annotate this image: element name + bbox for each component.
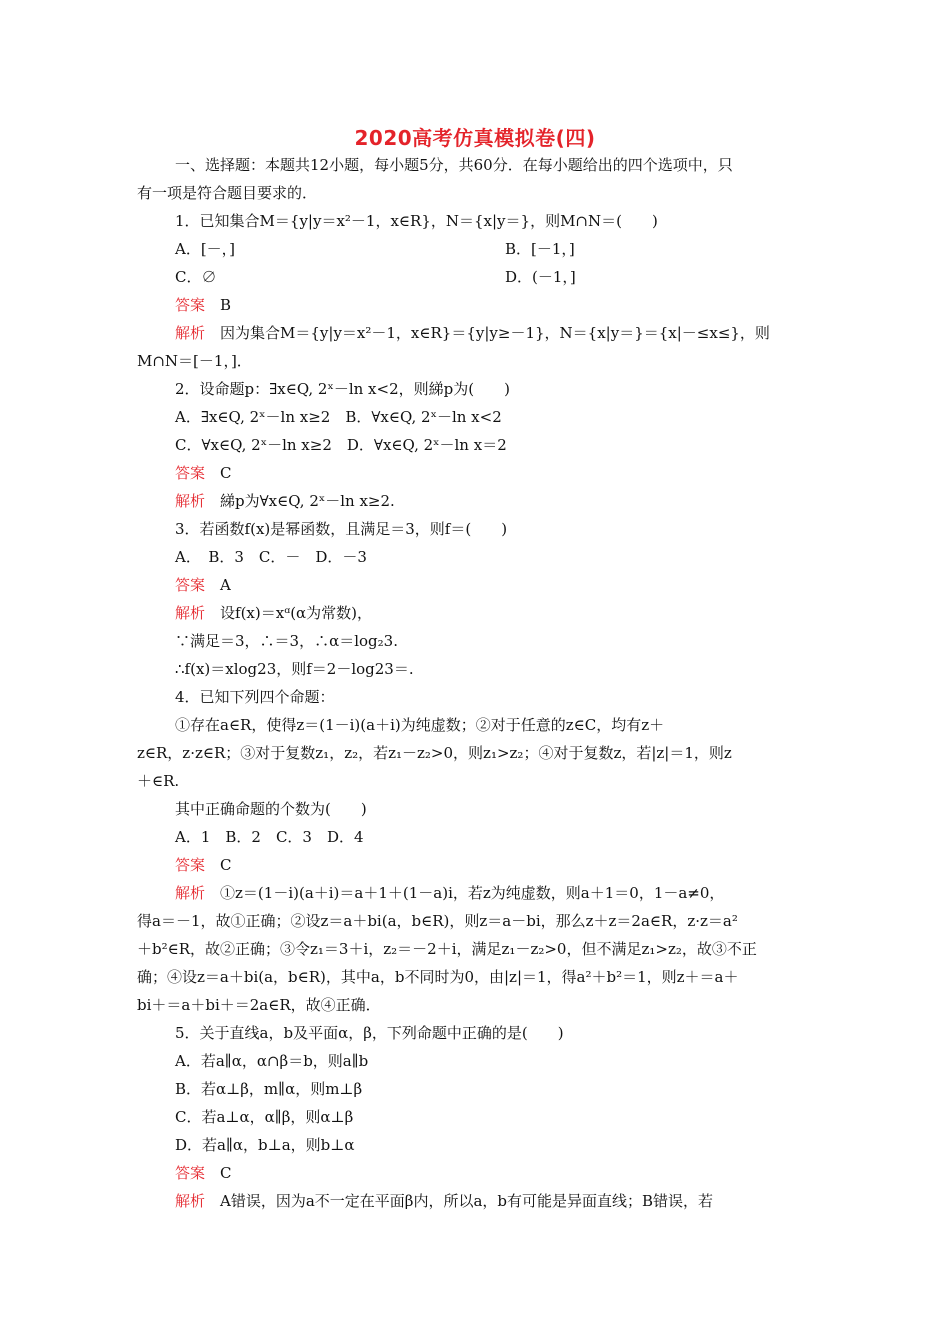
- answer-label: 答案: [175, 1164, 206, 1182]
- line-text: A．∃x∈Q, 2ˣ－ln x≥2 B．∀x∈Q, 2ˣ－ln x<2: [175, 408, 502, 426]
- text-line-q4-ans: [175, 855, 232, 875]
- line-text: 4．已知下列四个命题：: [175, 688, 335, 706]
- text-line-q1-sol-2: [137, 351, 252, 371]
- text-line-q3-ans: [175, 575, 231, 595]
- text-line-q4: [175, 687, 335, 707]
- line-text: C．若a⊥α，α∥β，则α⊥β: [175, 1108, 354, 1126]
- line-text: A． B．3 C．－ D．－3: [175, 548, 367, 566]
- line-text: C: [205, 856, 232, 874]
- answer-label: 解析: [175, 492, 206, 510]
- text-line-q3-sol-3: [175, 659, 414, 679]
- text-line-q1-ans: [175, 295, 231, 315]
- text-line-q5-a: [175, 1051, 368, 1071]
- line-text: ＋b²∈R，故②正确；③令z₁＝3＋i，z₂＝－2＋i，满足z₁－z₂>0，但不满足z₁>z₂，故③不正: [137, 940, 757, 958]
- text-line-q2-ab: [175, 407, 502, 427]
- text-line-q1-ab: [175, 239, 235, 259]
- line-text: A．[－，]: [175, 240, 236, 258]
- text-line-q3-sol-1: [175, 603, 372, 623]
- line-text: A错误，因为a不一定在平面β内，所以a，b有可能是异面直线；B错误，若: [205, 1192, 714, 1210]
- line-text: A．若a∥α，α∩β＝b，则a∥b: [175, 1052, 369, 1070]
- text-line-q5-d: [175, 1135, 355, 1155]
- line-text: 设f(x)＝xᵅ(α为常数)，: [205, 604, 373, 622]
- line-text: 得a＝－1，故①正确；②设z＝a＋bi(a，b∈R)，则z＝a－bi，那么z＋z＝2a∈R，z·z＝a²: [137, 912, 738, 930]
- text-line-q4-body-2: [137, 743, 732, 763]
- text-line-q2-ans: [175, 463, 232, 483]
- text-line-intro-2: [137, 183, 317, 203]
- answer-label: 答案: [175, 464, 206, 482]
- text-line-intro-1: [175, 155, 733, 175]
- option-right-q1-ab: B．[－1，]: [505, 240, 575, 258]
- line-text: B: [205, 296, 232, 314]
- text-line-q3: [175, 519, 507, 539]
- line-text: 一、选择题：本题共12小题，每小题5分，共60分．在每小题给出的四个选项中，只: [175, 156, 733, 174]
- line-text: ∵满足＝3，∴＝3，∴α＝log₂3.: [175, 632, 398, 650]
- line-text: 綈p为∀x∈Q, 2ˣ－ln x≥2.: [205, 492, 395, 510]
- line-text: ＋∈R.: [137, 772, 180, 790]
- line-text: 1．已知集合M＝{y|y＝x²－1，x∈R}，N＝{x|y＝}，则M∩N＝( ): [175, 212, 658, 230]
- line-text: 因为集合M＝{y|y＝x²－1，x∈R}＝{y|y≥－1}，N＝{x|y＝}＝{x|－≤x≤}，则: [205, 324, 770, 342]
- line-text: D．若a∥α，b⊥a，则b⊥α: [175, 1136, 355, 1154]
- text-line-q4-sol-1: [175, 883, 724, 903]
- option-right-q1-cd: D．(－1，]: [505, 268, 576, 286]
- line-text: 2．设命题p：∃x∈Q, 2ˣ－ln x<2，则綈p为( ): [175, 380, 510, 398]
- answer-label: 答案: [175, 576, 206, 594]
- line-text: M∩N＝[－1，]．: [137, 352, 252, 370]
- text-line-q5-b: [175, 1079, 362, 1099]
- text-line-q3-sol-2: [175, 631, 398, 651]
- answer-label: 解析: [175, 1192, 206, 1210]
- text-line-q4-sol-3: [137, 939, 757, 959]
- text-line-q5-sol-1: [175, 1191, 713, 1211]
- line-text: ∴f(x)＝xlog23，则f＝2－log23＝.: [175, 660, 414, 678]
- line-text: 3．若函数f(x)是幂函数，且满足＝3，则f＝( ): [175, 520, 508, 538]
- line-text: 5．关于直线a，b及平面α，β，下列命题中正确的是( ): [175, 1024, 564, 1042]
- text-line-q4-sol-5: [137, 995, 381, 1015]
- line-text: 确；④设z＝a＋bi(a，b∈R)，其中a，b不同时为0，由|z|＝1，得a²＋b²＝1，则z＋＝a＋: [137, 968, 739, 986]
- text-line-q5-ans: [175, 1163, 232, 1183]
- answer-label: 答案: [175, 296, 206, 314]
- line-text: C: [205, 464, 232, 482]
- line-text: ①存在a∈R，使得z＝(1－i)(a＋i)为纯虚数；②对于任意的z∈C，均有z＋: [175, 716, 665, 734]
- line-text: bi＋＝a＋bi＋＝2a∈R，故④正确．: [137, 996, 381, 1014]
- text-line-q2-sol: [175, 491, 395, 511]
- text-line-q1: [175, 211, 658, 231]
- text-line-q2: [175, 379, 510, 399]
- text-line-q4-body-3: [137, 771, 179, 791]
- text-line-q2-cd: [175, 435, 507, 455]
- text-line-q4-body-1: [175, 715, 664, 735]
- line-text: z∈R，z·z∈R；③对于复数z₁，z₂，若z₁－z₂>0，则z₁>z₂；④对于复数z，若|z|＝1，则z: [137, 744, 732, 762]
- text-line-q4-opts: [175, 827, 364, 847]
- line-text: C: [205, 1164, 232, 1182]
- answer-label: 答案: [175, 856, 206, 874]
- answer-label: 解析: [175, 324, 206, 342]
- line-text: A．1 B．2 C．3 D．4: [175, 828, 364, 846]
- text-line-q4-ask: [175, 799, 367, 819]
- text-line-q3-opts: [175, 547, 367, 567]
- text-line-q1-cd: [175, 267, 216, 287]
- answer-label: 解析: [175, 884, 206, 902]
- text-line-q5-c: [175, 1107, 353, 1127]
- text-line-q1-sol-1: [175, 323, 770, 343]
- line-text: C．∀x∈Q, 2ˣ－ln x≥2 D．∀x∈Q, 2ˣ－ln x＝2: [175, 436, 507, 454]
- line-text: C．∅: [175, 268, 217, 286]
- line-text: A: [205, 576, 231, 594]
- text-line-q5: [175, 1023, 564, 1043]
- line-text: ①z＝(1－i)(a＋i)＝a＋1＋(1－a)i，若z为纯虚数，则a＋1＝0，1－a≠0，: [205, 884, 725, 902]
- line-text: 其中正确命题的个数为( ): [175, 800, 367, 818]
- answer-label: 解析: [175, 604, 206, 622]
- page-title: 2020高考仿真模拟卷(四): [354, 126, 596, 150]
- text-line-q4-sol-4: [137, 967, 739, 987]
- line-text: 有一项是符合题目要求的．: [137, 184, 318, 202]
- line-text: B．若α⊥β，m∥α，则m⊥β: [175, 1080, 363, 1098]
- text-line-q4-sol-2: [137, 911, 738, 931]
